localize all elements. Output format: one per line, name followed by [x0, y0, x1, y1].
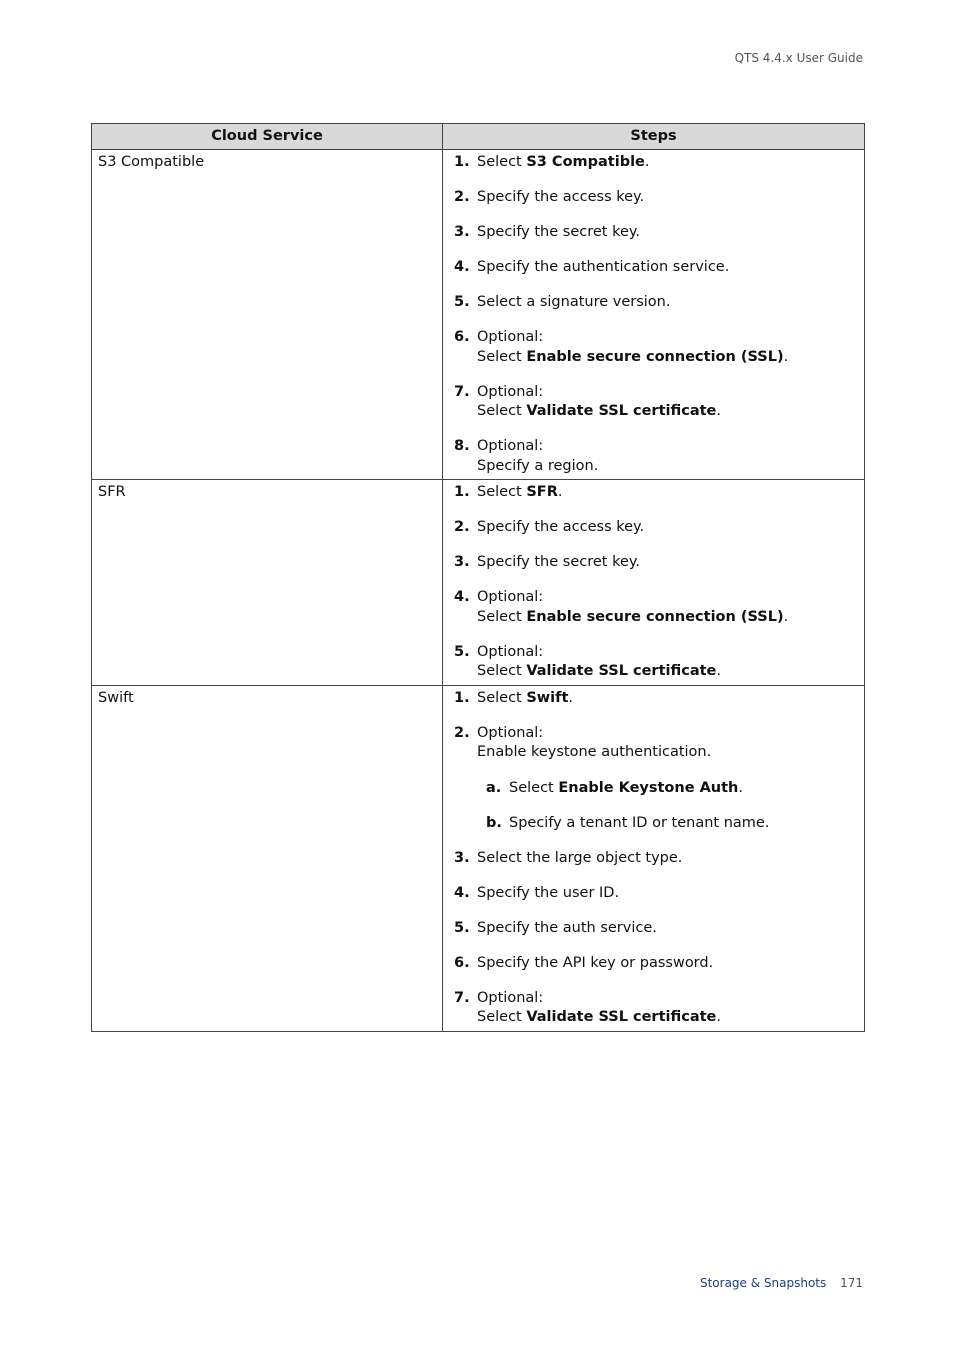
step-list: [454, 153, 858, 476]
step-text-post: .: [568, 689, 574, 706]
ui-option-name: Enable Keystone Auth: [558, 779, 739, 796]
column-header-cloud-service: Cloud Service: [92, 124, 443, 150]
step-text-pre: Select: [477, 1009, 527, 1025]
table-header-row: [92, 124, 865, 150]
step-text-pre: Select a signature version.: [477, 294, 671, 310]
step-body: [477, 223, 858, 243]
step-text: [477, 402, 858, 422]
step-text-post: .: [644, 154, 650, 170]
step-text: [477, 348, 858, 368]
ui-option-name: Validate SSL certificate: [526, 1009, 717, 1025]
step-text-pre: Specify the secret key.: [477, 224, 641, 240]
step-body: [477, 954, 858, 974]
optional-label: Optional:: [477, 643, 544, 660]
step-text: [477, 608, 858, 628]
step-text: [477, 689, 858, 709]
step-text: [477, 518, 858, 538]
sub-step-letter: a.: [486, 779, 502, 796]
step-item: [454, 223, 858, 243]
step-body: [477, 553, 858, 573]
step-item: [454, 437, 858, 476]
step-text-pre: Select: [477, 154, 527, 170]
optional-label: Optional:: [477, 589, 544, 605]
step-text-post: .: [716, 403, 721, 419]
step-text-post: .: [716, 1009, 721, 1025]
step-text: [477, 293, 858, 313]
cloud-service-steps-table: [91, 123, 865, 1032]
step-text: [477, 188, 858, 208]
step-number: 2.: [454, 189, 470, 205]
step-text-pre: Select the large object type.: [477, 849, 683, 866]
step-number: 5.: [454, 294, 470, 310]
step-number: 7.: [454, 383, 470, 400]
step-body: [477, 293, 858, 313]
step-item: [454, 293, 858, 313]
step-item: [454, 553, 858, 573]
step-text-post: .: [783, 608, 789, 625]
steps-cell: [443, 150, 865, 480]
step-body: [509, 779, 858, 799]
step-text: [477, 884, 858, 904]
step-number: 4.: [454, 259, 470, 275]
step-item: [454, 884, 858, 904]
step-body: [477, 989, 858, 1028]
step-text-pre: Specify the auth service.: [477, 919, 657, 936]
step-text: [477, 483, 858, 503]
sub-step-letter: b.: [486, 814, 502, 831]
step-text-pre: Specify the API key or password.: [477, 954, 714, 971]
cloud-service-name: SFR: [92, 480, 443, 686]
step-text-pre: Select: [477, 484, 527, 500]
step-item: [454, 188, 858, 208]
ui-option-name: Validate SSL certificate: [526, 663, 717, 679]
sub-step-list: [486, 779, 858, 834]
step-text-pre: Specify the secret key.: [477, 554, 641, 570]
step-item: [454, 689, 858, 709]
ui-option-name: Validate SSL certificate: [526, 403, 717, 419]
step-text-pre: Specify the authentication service.: [477, 259, 730, 275]
step-number: 6.: [454, 329, 470, 345]
step-text-pre: Specify a tenant ID or tenant name.: [509, 814, 770, 831]
step-item: [454, 588, 858, 627]
step-list: [454, 689, 858, 1028]
step-number: 3.: [454, 849, 470, 866]
step-text-pre: Select: [477, 608, 527, 625]
step-number: 3.: [454, 224, 470, 240]
step-text-pre: Specify the user ID.: [477, 884, 620, 901]
step-body: [477, 188, 858, 208]
step-body: [477, 884, 858, 904]
sub-step: [486, 814, 858, 834]
cloud-service-name: S3 Compatible: [92, 150, 443, 480]
step-number: 5.: [454, 919, 470, 936]
step-text-pre: Select: [477, 663, 527, 679]
step-text-post: .: [738, 779, 743, 796]
step-text-pre: Specify a region.: [477, 457, 599, 474]
step-text: [477, 1008, 858, 1028]
step-item: [454, 518, 858, 538]
step-text-pre: Select: [477, 689, 527, 706]
step-number: 7.: [454, 989, 470, 1006]
ui-option-name: Enable secure connection (SSL): [526, 348, 784, 365]
optional-label: Optional:: [477, 329, 544, 345]
step-text: [477, 223, 858, 243]
step-text-post: .: [783, 348, 789, 365]
step-body: [477, 724, 858, 834]
step-item: [454, 153, 858, 173]
step-item: [454, 383, 858, 422]
table-row: [92, 685, 865, 1031]
step-text-pre: Specify the access key.: [477, 189, 645, 205]
step-item: [454, 954, 858, 974]
step-body: [477, 383, 858, 422]
page-number: 171: [840, 1276, 863, 1290]
step-number: 4.: [454, 884, 470, 901]
step-number: 3.: [454, 554, 470, 570]
step-text: [477, 153, 858, 173]
column-header-steps: Steps: [443, 124, 865, 150]
step-body: [477, 689, 858, 709]
step-body: [477, 588, 858, 627]
footer-section-link[interactable]: Storage & Snapshots: [699, 1276, 827, 1290]
step-text: [509, 814, 858, 834]
step-number: 5.: [454, 643, 470, 660]
step-number: 1.: [454, 484, 470, 500]
step-text-pre: Enable keystone authentication.: [477, 744, 712, 760]
steps-cell: [443, 480, 865, 686]
step-item: [454, 483, 858, 503]
step-text: [477, 954, 858, 974]
step-body: [509, 814, 858, 834]
step-text: [509, 779, 858, 799]
step-text-pre: Specify the access key.: [477, 519, 645, 535]
step-number: 6.: [454, 954, 470, 971]
step-body: [477, 643, 858, 682]
step-item: [454, 643, 858, 682]
step-body: [477, 849, 858, 869]
step-number: 2.: [454, 519, 470, 535]
step-body: [477, 258, 858, 278]
step-text-pre: Select: [477, 348, 527, 365]
sub-step: [486, 779, 858, 799]
optional-label: Optional:: [477, 724, 544, 741]
step-text-pre: Select: [509, 779, 559, 796]
step-body: [477, 483, 858, 503]
ui-option-name: Enable secure connection (SSL): [526, 608, 784, 625]
step-item: [454, 849, 858, 869]
ui-option-name: S3 Compatible: [526, 154, 645, 170]
step-item: [454, 328, 858, 367]
step-item: [454, 258, 858, 278]
step-item: [454, 989, 858, 1028]
optional-label: Optional:: [477, 989, 544, 1006]
page-footer: [700, 1276, 863, 1290]
step-text: [477, 919, 858, 939]
page-header-guide-title: QTS 4.4.x User Guide: [734, 51, 863, 65]
step-number: 1.: [454, 689, 470, 706]
step-body: [477, 437, 858, 476]
step-body: [477, 153, 858, 173]
step-body: [477, 518, 858, 538]
table-row: [92, 480, 865, 686]
step-text-post: .: [557, 484, 563, 500]
step-list: [454, 483, 858, 682]
step-text: [477, 553, 858, 573]
step-item: [454, 724, 858, 834]
table-row: [92, 150, 865, 480]
step-body: [477, 328, 858, 367]
step-text: [477, 743, 858, 763]
step-text: [477, 457, 858, 477]
step-text-post: .: [716, 663, 721, 679]
step-text-pre: Select: [477, 403, 527, 419]
step-number: 1.: [454, 154, 470, 170]
steps-cell: [443, 685, 865, 1031]
cloud-service-name: Swift: [92, 685, 443, 1031]
step-number: 2.: [454, 724, 470, 741]
step-number: 8.: [454, 438, 470, 454]
ui-option-name: SFR: [526, 484, 558, 500]
step-text: [477, 849, 858, 869]
optional-label: Optional:: [477, 383, 544, 400]
step-text: [477, 258, 858, 278]
step-number: 4.: [454, 589, 470, 605]
ui-option-name: Swift: [526, 689, 569, 706]
optional-label: Optional:: [477, 438, 544, 454]
step-text: [477, 662, 858, 682]
step-body: [477, 919, 858, 939]
step-item: [454, 919, 858, 939]
